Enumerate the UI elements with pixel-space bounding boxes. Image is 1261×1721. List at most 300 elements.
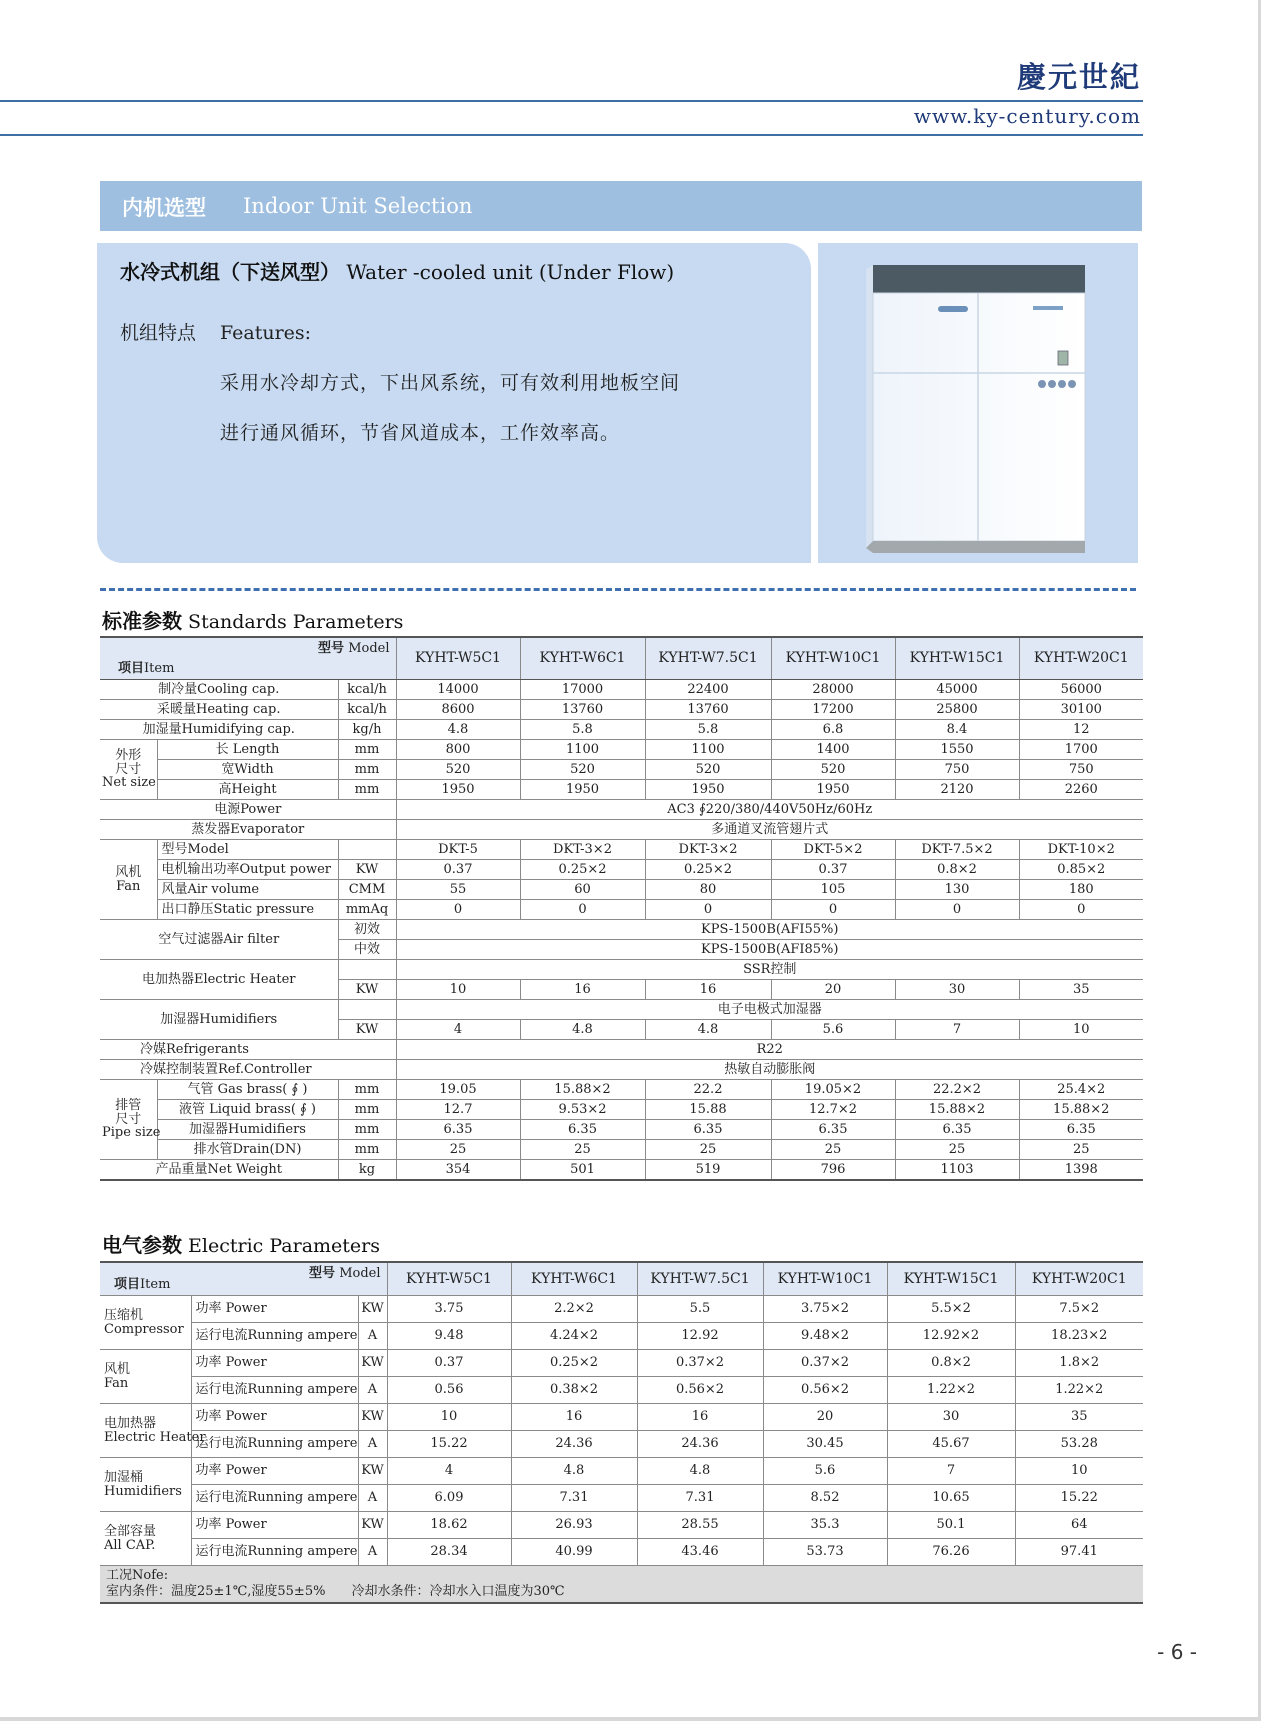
value-cell: 1700 (1019, 740, 1143, 760)
value-cell: 53.73 (763, 1539, 887, 1566)
value-cell: 25 (1019, 1140, 1143, 1160)
value-cell: 750 (1019, 760, 1143, 780)
value-cell: 10 (1019, 1020, 1143, 1040)
value-cell: 5.6 (771, 1020, 895, 1040)
table-row (100, 700, 1143, 720)
value-cell: 7 (887, 1458, 1015, 1485)
std-title-cn: 标准参数 (102, 609, 182, 633)
model-header: KYHT-W20C1 (1019, 637, 1143, 680)
value-cell: 1950 (520, 780, 645, 800)
value-cell: 28.55 (637, 1512, 763, 1539)
table-row (100, 1485, 1143, 1512)
value-cell: 4.24×2 (511, 1323, 637, 1350)
value-cell: 30 (887, 1404, 1015, 1431)
table-row (100, 1000, 1143, 1020)
feature-panel (97, 243, 811, 563)
row-label: 风量Air volume (157, 880, 338, 900)
row-label: 运行电流Running ampere (191, 1539, 358, 1566)
value-cell: 0.37 (387, 1350, 511, 1377)
ele-title-cn: 电气参数 (102, 1233, 182, 1257)
value-cell: 22.2 (645, 1080, 771, 1100)
table-row (100, 1100, 1143, 1120)
unit-cell: mm (338, 1120, 396, 1140)
model-header: KYHT-W6C1 (520, 637, 645, 680)
features-label (120, 318, 311, 345)
value-cell: 6.35 (396, 1120, 520, 1140)
group-label: 风机 Fan (100, 1350, 191, 1404)
value-cell: 800 (396, 740, 520, 760)
row-label: 电机输出功率Output power (157, 860, 338, 880)
table-row (100, 1060, 1143, 1080)
std-params-table (100, 636, 1143, 1181)
value-cell: 0.56×2 (763, 1377, 887, 1404)
group-label: 压缩机 Compressor (100, 1296, 191, 1350)
value-cell: 35 (1019, 980, 1143, 1000)
group-label: 电加热器 Electric Heater (100, 1404, 191, 1458)
row-label: 功率 Power (191, 1458, 358, 1485)
ele-title-en: Electric Parameters (188, 1235, 380, 1257)
value-cell: 520 (645, 760, 771, 780)
value-cell: 6.35 (645, 1120, 771, 1140)
cabinet-illustration (818, 243, 1138, 563)
page-number: - 6 - (1157, 1640, 1197, 1664)
value-cell: 4.8 (637, 1458, 763, 1485)
value-cell: 3.75×2 (763, 1296, 887, 1323)
value-cell: 25800 (895, 700, 1019, 720)
value-cell: 12 (1019, 720, 1143, 740)
unit-cell: kg/h (338, 720, 396, 740)
brand-logo: 慶元世紀 (1016, 60, 1141, 94)
unit-cell: A (358, 1323, 387, 1350)
value-cell: 电子电极式加湿器 (396, 1000, 1143, 1020)
value-cell: 0 (520, 900, 645, 920)
value-cell: DKT-10×2 (1019, 840, 1143, 860)
value-cell: 6.09 (387, 1485, 511, 1512)
value-cell: 25 (771, 1140, 895, 1160)
value-cell: 1400 (771, 740, 895, 760)
row-label: 运行电流Running ampere (191, 1431, 358, 1458)
feature-line-2: 进行通风循环，节省风道成本，工作效率高。 (220, 422, 621, 444)
value-cell: 25 (645, 1140, 771, 1160)
value-cell: 0.25×2 (520, 860, 645, 880)
table-row (100, 1140, 1143, 1160)
value-cell: 10 (387, 1404, 511, 1431)
header-diagonal-cell (100, 637, 396, 680)
header-diagonal-cell (100, 1262, 387, 1296)
value-cell: 1950 (771, 780, 895, 800)
value-cell: DKT-5×2 (771, 840, 895, 860)
table-row (100, 800, 1143, 820)
elec-params-table (100, 1261, 1143, 1604)
value-cell: 750 (895, 760, 1019, 780)
value-cell: 1950 (396, 780, 520, 800)
table-header-row (100, 1262, 1143, 1296)
value-cell: 0.37 (396, 860, 520, 880)
value-cell: 501 (520, 1160, 645, 1181)
value-cell: 1103 (895, 1160, 1019, 1181)
value-cell: 7 (895, 1020, 1019, 1040)
value-cell: 0.85×2 (1019, 860, 1143, 880)
value-cell: DKT-3×2 (520, 840, 645, 860)
value-cell: 12.7×2 (771, 1100, 895, 1120)
row-label: 功率 Power (191, 1404, 358, 1431)
value-cell: 80 (645, 880, 771, 900)
website-url[interactable]: www.ky-century.com (913, 104, 1141, 128)
value-cell: 1100 (645, 740, 771, 760)
table-row (100, 920, 1143, 940)
table-row (100, 880, 1143, 900)
table-row (100, 1512, 1143, 1539)
value-cell: 1398 (1019, 1160, 1143, 1181)
row-label: 电源Power (100, 800, 396, 820)
value-cell: 26.93 (511, 1512, 637, 1539)
value-cell: 25 (895, 1140, 1019, 1160)
value-cell: DKT-3×2 (645, 840, 771, 860)
value-cell: 18.23×2 (1015, 1323, 1143, 1350)
value-cell: 12.7 (396, 1100, 520, 1120)
value-cell: 9.48×2 (763, 1323, 887, 1350)
row-label: 加湿器Humidifiers (100, 1000, 338, 1040)
note-row (100, 1566, 1143, 1604)
value-cell: 6.35 (1019, 1120, 1143, 1140)
value-cell: 12.92×2 (887, 1323, 1015, 1350)
value-cell: 0.8×2 (887, 1350, 1015, 1377)
value-cell: 0.37 (771, 860, 895, 880)
table-row (100, 1040, 1143, 1060)
value-cell: 10.65 (887, 1485, 1015, 1512)
value-cell: 180 (1019, 880, 1143, 900)
value-cell: 6.8 (771, 720, 895, 740)
model-header: KYHT-W10C1 (771, 637, 895, 680)
value-cell: 4.8 (396, 720, 520, 740)
unit-cell: KW (338, 980, 396, 1000)
row-label: 冷媒Refrigerants (100, 1040, 396, 1060)
value-cell: 多通道叉流管翅片式 (396, 820, 1143, 840)
value-cell: 30.45 (763, 1431, 887, 1458)
value-cell: R22 (396, 1040, 1143, 1060)
value-cell: 60 (520, 880, 645, 900)
row-label: 宽Width (157, 760, 338, 780)
table-row (100, 740, 1143, 760)
group-label-size: 外形 尺寸 Net size (100, 740, 157, 800)
value-cell: 76.26 (887, 1539, 1015, 1566)
value-cell: 0.37×2 (637, 1350, 763, 1377)
unit-cell: A (358, 1539, 387, 1566)
std-title-en: Standards Parameters (188, 611, 404, 633)
value-cell: 64 (1015, 1512, 1143, 1539)
value-cell: 16 (511, 1404, 637, 1431)
value-cell: 8.52 (763, 1485, 887, 1512)
value-cell: 5.8 (645, 720, 771, 740)
table-row (100, 1296, 1143, 1323)
table-row (100, 1431, 1143, 1458)
value-cell: 24.36 (511, 1431, 637, 1458)
value-cell: 0 (1019, 900, 1143, 920)
value-cell: 17000 (520, 680, 645, 700)
table-row (100, 1458, 1143, 1485)
value-cell: 8.4 (895, 720, 1019, 740)
value-cell: 30100 (1019, 700, 1143, 720)
value-cell: 0.56×2 (637, 1377, 763, 1404)
row-label: 采暖量Heating cap. (100, 700, 338, 720)
unit-cell: 初效 (338, 920, 396, 940)
value-cell: 7.31 (637, 1485, 763, 1512)
value-cell: 520 (396, 760, 520, 780)
table-row (100, 1539, 1143, 1566)
value-cell: 130 (895, 880, 1019, 900)
value-cell: 16 (645, 980, 771, 1000)
value-cell: 0.25×2 (511, 1350, 637, 1377)
unit-cell (338, 840, 396, 860)
value-cell: 热敏自动膨胀阀 (396, 1060, 1143, 1080)
value-cell: 15.22 (387, 1431, 511, 1458)
unit-cell: KW (338, 860, 396, 880)
value-cell: 520 (520, 760, 645, 780)
elec-params-title (102, 1229, 380, 1258)
value-cell: 28.34 (387, 1539, 511, 1566)
value-cell: 4 (387, 1458, 511, 1485)
table-row (100, 680, 1143, 700)
value-cell: 25 (396, 1140, 520, 1160)
value-cell: 105 (771, 880, 895, 900)
row-label: 加湿量Humidifying cap. (100, 720, 338, 740)
value-cell: 1550 (895, 740, 1019, 760)
value-cell: 15.88×2 (520, 1080, 645, 1100)
value-cell: 9.48 (387, 1323, 511, 1350)
unit-cell: mm (338, 740, 396, 760)
value-cell: 18.62 (387, 1512, 511, 1539)
value-cell: 19.05 (396, 1080, 520, 1100)
table-row (100, 900, 1143, 920)
unit-title-en: Water -cooled unit (Under Flow) (346, 260, 675, 284)
value-cell: 14000 (396, 680, 520, 700)
value-cell: SSR控制 (396, 960, 1143, 980)
value-cell: 10 (396, 980, 520, 1000)
value-cell: 5.5 (637, 1296, 763, 1323)
model-header: KYHT-W6C1 (511, 1262, 637, 1296)
row-label: 产品重量Net Weight (100, 1160, 338, 1181)
value-cell: 0 (895, 900, 1019, 920)
std-params-table-wrap (100, 636, 1143, 1181)
value-cell: 0 (771, 900, 895, 920)
value-cell: 15.88 (645, 1100, 771, 1120)
unit-cell: CMM (338, 880, 396, 900)
value-cell: 22.2×2 (895, 1080, 1019, 1100)
row-label: 加湿器Humidifiers (157, 1120, 338, 1140)
value-cell: 5.8 (520, 720, 645, 740)
group-label-pipe: 排管 尺寸 Pipe size (100, 1080, 157, 1160)
header-model-label: 型号 Model (318, 641, 390, 656)
value-cell: 12.92 (637, 1323, 763, 1350)
value-cell: 17200 (771, 700, 895, 720)
table-row (100, 960, 1143, 980)
value-cell: 8600 (396, 700, 520, 720)
value-cell: 50.1 (887, 1512, 1015, 1539)
unit-cell: 中效 (338, 940, 396, 960)
header-item-label: 项目Item (118, 661, 175, 677)
dashed-divider (100, 588, 1136, 591)
row-label: 排水管Drain(DN) (157, 1140, 338, 1160)
model-header: KYHT-W5C1 (387, 1262, 511, 1296)
value-cell: 15.22 (1015, 1485, 1143, 1512)
header-item-label: 项目Item (114, 1277, 171, 1293)
value-cell: 4.8 (511, 1458, 637, 1485)
unit-cell: A (358, 1431, 387, 1458)
unit-cell: kcal/h (338, 700, 396, 720)
model-header: KYHT-W7.5C1 (645, 637, 771, 680)
value-cell: 1.22×2 (887, 1377, 1015, 1404)
elec-params-table-wrap (100, 1261, 1143, 1604)
unit-cell: mm (338, 1140, 396, 1160)
unit-cell (338, 960, 396, 980)
model-header: KYHT-W10C1 (763, 1262, 887, 1296)
value-cell: 45.67 (887, 1431, 1015, 1458)
value-cell: 1950 (645, 780, 771, 800)
table-row (100, 1404, 1143, 1431)
value-cell: 19.05×2 (771, 1080, 895, 1100)
value-cell: 13760 (645, 700, 771, 720)
group-label-fan: 风机 Fan (100, 840, 157, 920)
value-cell: 6.35 (520, 1120, 645, 1140)
table-row (100, 720, 1143, 740)
value-cell: 7.31 (511, 1485, 637, 1512)
model-header: KYHT-W15C1 (887, 1262, 1015, 1296)
value-cell: 354 (396, 1160, 520, 1181)
value-cell: 4 (396, 1020, 520, 1040)
value-cell: 7.5×2 (1015, 1296, 1143, 1323)
value-cell: 6.35 (895, 1120, 1019, 1140)
row-label: 型号Model (157, 840, 338, 860)
unit-cell (338, 1000, 396, 1020)
value-cell: 2260 (1019, 780, 1143, 800)
row-label: 气管 Gas brass( ∮ ) (157, 1080, 338, 1100)
row-label: 运行电流Running ampere (191, 1323, 358, 1350)
row-label: 高Height (157, 780, 338, 800)
divider (0, 100, 1143, 102)
model-header: KYHT-W7.5C1 (637, 1262, 763, 1296)
table-row (100, 1080, 1143, 1100)
group-label: 加湿桶 Humidifiers (100, 1458, 191, 1512)
value-cell: 45000 (895, 680, 1019, 700)
value-cell: 4.8 (645, 1020, 771, 1040)
value-cell: KPS-1500B(AFI85%) (396, 940, 1143, 960)
features-label-cn: 机组特点 (120, 322, 197, 344)
row-label: 冷媒控制装置Ref.Controller (100, 1060, 396, 1080)
section-header (100, 181, 1142, 231)
divider (0, 134, 1143, 136)
table-row (100, 840, 1143, 860)
unit-cell: KW (358, 1350, 387, 1377)
value-cell: 15.88×2 (895, 1100, 1019, 1120)
value-cell: 56000 (1019, 680, 1143, 700)
unit-cell: mmAq (338, 900, 396, 920)
row-label: 功率 Power (191, 1350, 358, 1377)
unit-cell: mm (338, 760, 396, 780)
feature-line-1: 采用水冷却方式，下出风系统，可有效利用地板空间 (220, 372, 681, 394)
unit-cell: mm (338, 1100, 396, 1120)
row-label: 运行电流Running ampere (191, 1485, 358, 1512)
value-cell: 15.88×2 (1019, 1100, 1143, 1120)
value-cell: 25.4×2 (1019, 1080, 1143, 1100)
unit-title-cn: 水冷式机组（下送风型） (120, 260, 340, 284)
value-cell: 519 (645, 1160, 771, 1181)
value-cell: 25 (520, 1140, 645, 1160)
value-cell: 53.28 (1015, 1431, 1143, 1458)
value-cell: 0.38×2 (511, 1377, 637, 1404)
value-cell: 16 (637, 1404, 763, 1431)
unit-cell: KW (358, 1404, 387, 1431)
value-cell: 1.22×2 (1015, 1377, 1143, 1404)
unit-cell: KW (358, 1512, 387, 1539)
value-cell: 35.3 (763, 1512, 887, 1539)
value-cell: 40.99 (511, 1539, 637, 1566)
value-cell: DKT-5 (396, 840, 520, 860)
value-cell: 55 (396, 880, 520, 900)
group-label: 全部容量 All CAP. (100, 1512, 191, 1566)
value-cell: 97.41 (1015, 1539, 1143, 1566)
section-title-cn: 内机选型 (122, 196, 206, 220)
unit-title (120, 256, 674, 285)
value-cell: 35 (1015, 1404, 1143, 1431)
table-row (100, 820, 1143, 840)
value-cell: 16 (520, 980, 645, 1000)
table-row (100, 860, 1143, 880)
value-cell: 9.53×2 (520, 1100, 645, 1120)
model-header: KYHT-W20C1 (1015, 1262, 1143, 1296)
row-label: 蒸发器Evaporator (100, 820, 396, 840)
product-image (818, 243, 1138, 563)
table-row (100, 1377, 1143, 1404)
table-row (100, 1350, 1143, 1377)
value-cell: 30 (895, 980, 1019, 1000)
unit-cell: kg (338, 1160, 396, 1181)
value-cell: 22400 (645, 680, 771, 700)
value-cell: 1.8×2 (1015, 1350, 1143, 1377)
value-cell: 20 (771, 980, 895, 1000)
unit-cell: mm (338, 1080, 396, 1100)
value-cell: 0.8×2 (895, 860, 1019, 880)
value-cell: 0.25×2 (645, 860, 771, 880)
row-label: 制冷量Cooling cap. (100, 680, 338, 700)
row-label: 功率 Power (191, 1512, 358, 1539)
unit-cell: kcal/h (338, 680, 396, 700)
value-cell: 0 (396, 900, 520, 920)
value-cell: 2120 (895, 780, 1019, 800)
features-label-en: Features: (220, 322, 312, 344)
std-params-title (102, 605, 403, 634)
row-label: 长 Length (157, 740, 338, 760)
table-header-row (100, 637, 1143, 680)
value-cell: 20 (763, 1404, 887, 1431)
value-cell: 1100 (520, 740, 645, 760)
table-row (100, 760, 1143, 780)
model-header: KYHT-W15C1 (895, 637, 1019, 680)
value-cell: 3.75 (387, 1296, 511, 1323)
unit-cell: mm (338, 780, 396, 800)
value-cell: KPS-1500B(AFI55%) (396, 920, 1143, 940)
unit-cell: A (358, 1485, 387, 1512)
unit-cell: KW (358, 1458, 387, 1485)
value-cell: AC3 ∮220/380/440V50Hz/60Hz (396, 800, 1143, 820)
value-cell: 2.2×2 (511, 1296, 637, 1323)
value-cell: 13760 (520, 700, 645, 720)
row-label: 电加热器Electric Heater (100, 960, 338, 1000)
unit-cell: KW (358, 1296, 387, 1323)
value-cell: 43.46 (637, 1539, 763, 1566)
value-cell: DKT-7.5×2 (895, 840, 1019, 860)
table-row (100, 1120, 1143, 1140)
value-cell: 0.37×2 (763, 1350, 887, 1377)
